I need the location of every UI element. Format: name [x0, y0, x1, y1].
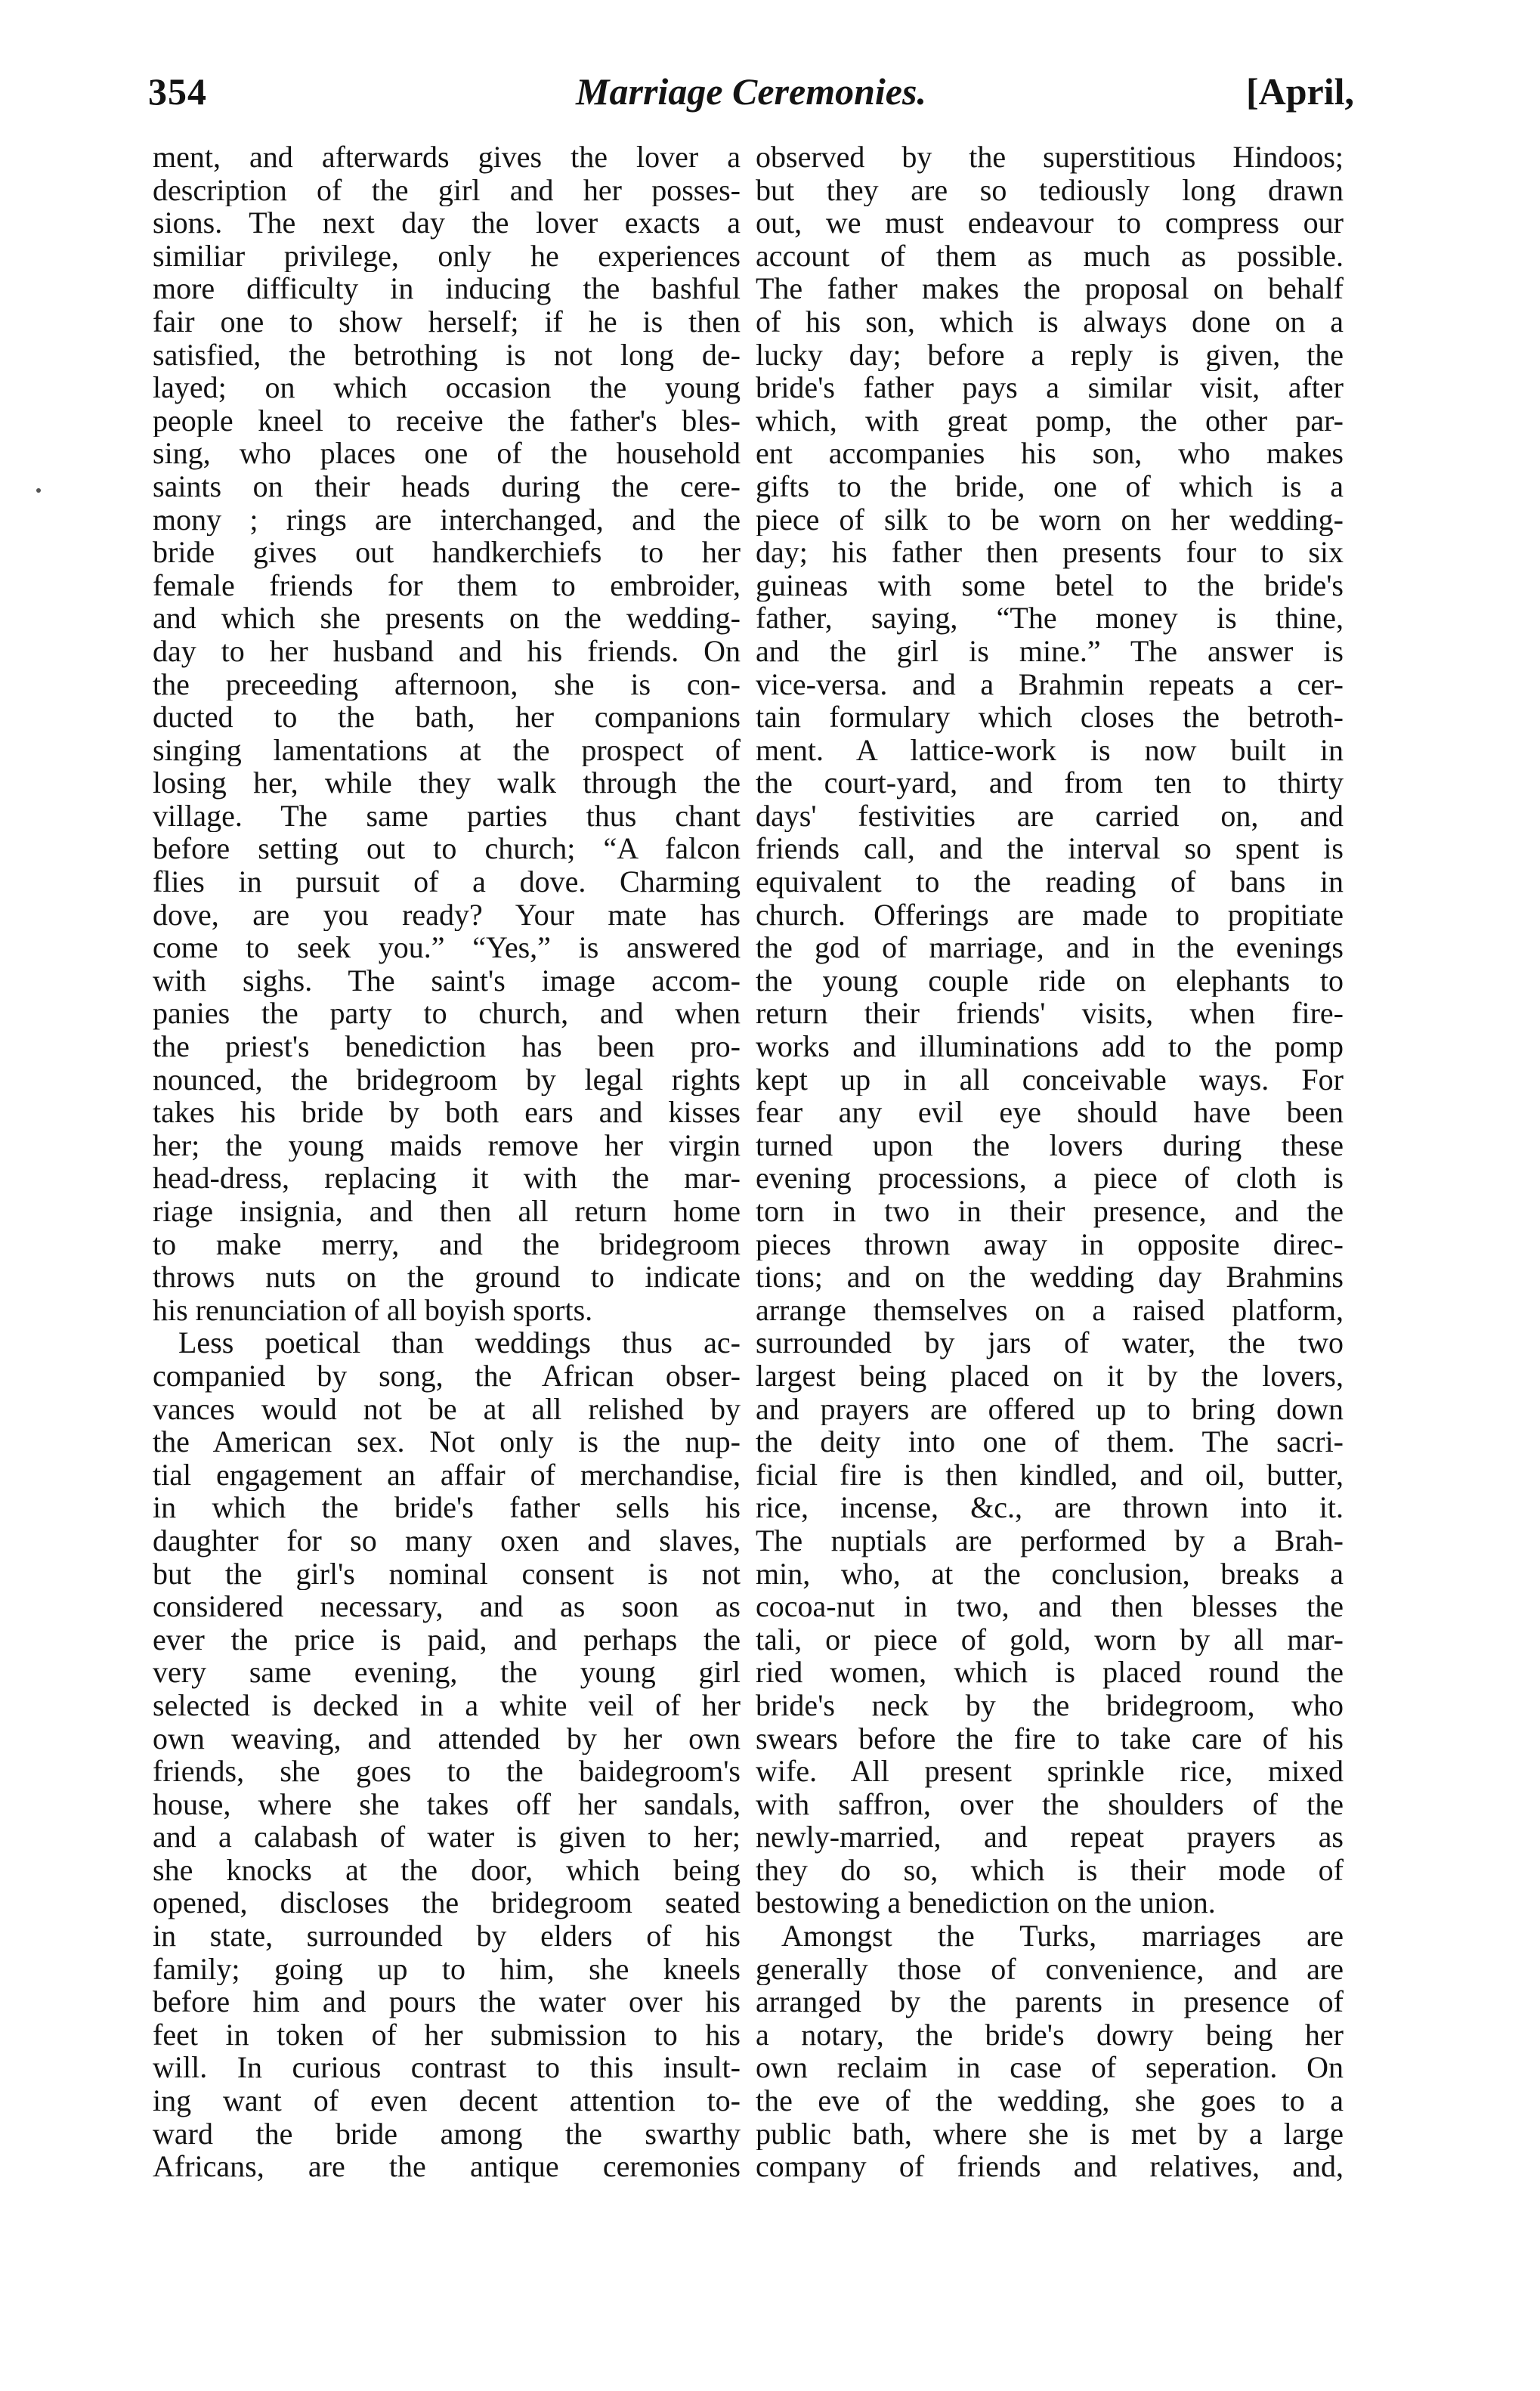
text-line: fear any evil eye should have been: [756, 1096, 1344, 1129]
text-line: the god of marriage, and in the evenings: [756, 931, 1344, 964]
text-line: swears before the fire to take care of his: [756, 1721, 1344, 1755]
text-line: friends, she goes to the baidegroom's: [153, 1755, 741, 1788]
running-header: [148, 70, 1354, 130]
text-line: losing her, while they walk through the: [153, 766, 741, 800]
text-line: sions. The next day the lover exacts a: [153, 206, 741, 240]
text-line: selected is decked in a white veil of her: [153, 1688, 741, 1722]
right-column: [756, 141, 1344, 2183]
text-line: but the girl's nominal consent is not: [153, 1557, 741, 1591]
text-line: throws nuts on the ground to indicate: [153, 1260, 741, 1294]
text-line: guineas with some betel to the bride's: [756, 568, 1344, 602]
text-line: takes his bride by both ears and kisses: [153, 1096, 741, 1129]
text-line: the preceeding afternoon, she is con-: [153, 667, 741, 701]
text-line: panies the party to church, and when: [153, 997, 741, 1031]
text-line: to make merry, and the bridegroom: [153, 1227, 741, 1261]
text-line: equivalent to the reading of bans in: [756, 865, 1344, 899]
text-line: which, with great pomp, the other par-: [756, 404, 1344, 438]
text-line: opened, discloses the bridegroom seated: [153, 1886, 741, 1920]
text-line: ever the price is paid, and perhaps the: [153, 1622, 741, 1656]
text-line: return their friends' visits, when fire-: [756, 997, 1344, 1031]
left-column: [153, 141, 741, 2183]
text-line: tial engagement an affair of merchandise,: [153, 1458, 741, 1492]
text-line: her; the young maids remove her virgin: [153, 1128, 741, 1162]
text-line: Africans, are the antique ceremonies: [153, 2150, 741, 2183]
text-line: description of the girl and her posses-: [153, 173, 741, 207]
text-line: considered necessary, and as soon as: [153, 1590, 741, 1623]
page-number: 354: [148, 70, 207, 113]
text-line: tali, or piece of gold, worn by all mar-: [756, 1622, 1344, 1656]
text-line: ward the bride among the swarthy: [153, 2117, 741, 2151]
text-line: of his son, which is always done on a: [756, 305, 1344, 339]
text-line: wife. All present sprinkle rice, mixed: [756, 1755, 1344, 1788]
text-line: the court-yard, and from ten to thirty: [756, 766, 1344, 800]
text-line: but they are so tediously long drawn: [756, 173, 1344, 207]
text-line: his renunciation of all boyish sports.: [153, 1293, 593, 1327]
text-line: The father makes the proposal on behalf: [756, 272, 1344, 305]
text-line: piece of silk to be worn on her wedding-: [756, 503, 1344, 537]
text-line: with saffron, over the shoulders of the: [756, 1787, 1344, 1821]
text-line: family; going up to him, she kneels: [153, 1952, 741, 1986]
text-line: before setting out to church; “A falcon: [153, 832, 741, 866]
text-line: ment. A lattice-work is now built in: [756, 733, 1344, 767]
text-line: similiar privilege, only he experiences: [153, 239, 741, 273]
text-line: the eve of the wedding, she goes to a: [756, 2084, 1344, 2117]
text-line: and prayers are offered up to bring down: [756, 1392, 1344, 1426]
text-line: own reclaim in case of seperation. On: [756, 2051, 1344, 2085]
text-line: ducted to the bath, her companions: [153, 701, 741, 734]
text-line: saints on their heads during the cere-: [153, 469, 741, 503]
text-line: bride's neck by the bridegroom, who: [756, 1688, 1344, 1722]
text-line: a notary, the bride's dowry being her: [756, 2018, 1344, 2052]
text-line: tain formulary which closes the betroth-: [756, 701, 1344, 734]
running-date: [April,: [1245, 70, 1354, 113]
text-line: kept up in all conceivable ways. For: [756, 1062, 1344, 1097]
text-line: she knocks at the door, which being: [153, 1853, 741, 1887]
text-line: Less poetical than weddings thus ac-: [178, 1326, 741, 1359]
text-line: gifts to the bride, one of which is a: [756, 469, 1344, 503]
text-line: layed; on which occasion the young: [153, 371, 741, 404]
text-line: bestowing a benediction on the union.: [756, 1886, 1216, 1920]
text-line: lucky day; before a reply is given, the: [756, 338, 1344, 372]
text-line: the deity into one of them. The sacri-: [756, 1425, 1344, 1458]
text-line: mony ; rings are interchanged, and the: [153, 503, 741, 537]
text-line: singing lamentations at the prospect of: [153, 733, 741, 767]
text-line: companied by song, the African obser-: [153, 1359, 741, 1393]
text-line: company of friends and relatives, and,: [756, 2150, 1344, 2183]
text-line: arrange themselves on a raised platform,: [756, 1293, 1344, 1327]
text-line: generally those of convenience, and are: [756, 1952, 1344, 1986]
text-line: min, who, at the conclusion, breaks a: [756, 1557, 1344, 1591]
text-line: arranged by the parents in presence of: [756, 1985, 1344, 2018]
text-line: village. The same parties thus chant: [153, 799, 741, 833]
text-line: turned upon the lovers during these: [756, 1128, 1344, 1162]
text-line: the priest's benediction has been pro-: [153, 1030, 741, 1063]
text-line: rice, incense, &c., are thrown into it.: [756, 1491, 1344, 1524]
text-line: torn in two in their presence, and the: [756, 1195, 1344, 1228]
text-line: day; his father then presents four to six: [756, 536, 1344, 569]
text-line: feet in token of her submission to his: [153, 2018, 741, 2052]
text-line: days' festivities are carried on, and: [756, 799, 1344, 833]
text-line: surrounded by jars of water, the two: [756, 1326, 1344, 1359]
text-line: ficial fire is then kindled, and oil, butter,: [756, 1458, 1344, 1492]
text-line: sing, who places one of the household: [153, 437, 741, 470]
text-line: very same evening, the young girl: [153, 1656, 741, 1689]
text-line: the American sex. Not only is the nup-: [153, 1425, 741, 1458]
text-line: public bath, where she is met by a large: [756, 2117, 1344, 2151]
text-line: bride gives out handkerchiefs to her: [153, 536, 741, 569]
text-line: female friends for them to embroider,: [153, 568, 741, 602]
text-line: ment, and afterwards gives the lover a: [153, 141, 741, 174]
text-line: the young couple ride on elephants to: [756, 964, 1344, 998]
text-line: pieces thrown away in opposite direc-: [756, 1227, 1344, 1261]
text-line: vice-versa. and a Brahmin repeats a cer-: [756, 667, 1344, 701]
text-line: evening processions, a piece of cloth is: [756, 1161, 1344, 1195]
text-line: people kneel to receive the father's bles-: [153, 404, 741, 438]
text-line: father, saying, “The money is thine,: [756, 602, 1344, 635]
text-line: satisfied, the betrothing is not long de-: [153, 338, 741, 372]
text-line: ried women, which is placed round the: [756, 1656, 1344, 1689]
text-line: vances would not be at all relished by: [153, 1392, 741, 1426]
text-line: day to her husband and his friends. On: [153, 634, 741, 668]
text-line: riage insignia, and then all return home: [153, 1195, 741, 1228]
text-line: ing want of even decent attention to-: [153, 2084, 741, 2117]
text-line: will. In curious contrast to this insult-: [153, 2051, 741, 2085]
text-line: in state, surrounded by elders of his: [153, 1919, 741, 1953]
text-line: house, where she takes off her sandals,: [153, 1787, 741, 1821]
text-line: cocoa-nut in two, and then blesses the: [756, 1590, 1344, 1623]
text-line: and a calabash of water is given to her;: [153, 1820, 741, 1854]
running-title: Marriage Ceremonies.: [576, 70, 926, 113]
text-line: daughter for so many oxen and slaves,: [153, 1523, 741, 1557]
margin-dot-mark: [36, 488, 41, 493]
text-line: observed by the superstitious Hindoos;: [756, 141, 1344, 174]
text-line: flies in pursuit of a dove. Charming: [153, 865, 741, 899]
text-line: account of them as much as possible.: [756, 239, 1344, 273]
text-line: friends call, and the interval so spent is: [756, 832, 1344, 866]
text-line: more difficulty in inducing the bashful: [153, 272, 741, 305]
text-line: head-dress, replacing it with the mar-: [153, 1161, 741, 1195]
text-line: tions; and on the wedding day Brahmins: [756, 1260, 1344, 1294]
text-line: The nuptials are performed by a Brah-: [756, 1523, 1344, 1557]
text-line: Amongst the Turks, marriages are: [781, 1919, 1344, 1953]
text-line: church. Offerings are made to propitiate: [756, 898, 1344, 932]
text-line: before him and pours the water over his: [153, 1985, 741, 2018]
text-line: out, we must endeavour to compress our: [756, 206, 1344, 240]
text-line: and which she presents on the wedding-: [153, 602, 741, 635]
text-line: works and illuminations add to the pomp: [756, 1030, 1344, 1063]
text-line: they do so, which is their mode of: [756, 1853, 1344, 1887]
text-line: in which the bride's father sells his: [153, 1491, 741, 1524]
text-line: ent accompanies his son, who makes: [756, 437, 1344, 470]
text-line: and the girl is mine.” The answer is: [756, 634, 1344, 668]
text-line: newly-married, and repeat prayers as: [756, 1820, 1344, 1854]
text-line: bride's father pays a similar visit, after: [756, 371, 1344, 404]
text-line: come to seek you.” “Yes,” is answered: [153, 931, 741, 964]
text-line: with sighs. The saint's image accom-: [153, 964, 741, 998]
text-line: largest being placed on it by the lovers,: [756, 1359, 1344, 1393]
text-line: own weaving, and attended by her own: [153, 1721, 741, 1755]
text-line: dove, are you ready? Your mate has: [153, 898, 741, 932]
text-line: nounced, the bridegroom by legal rights: [153, 1062, 741, 1097]
text-line: fair one to show herself; if he is then: [153, 305, 741, 339]
